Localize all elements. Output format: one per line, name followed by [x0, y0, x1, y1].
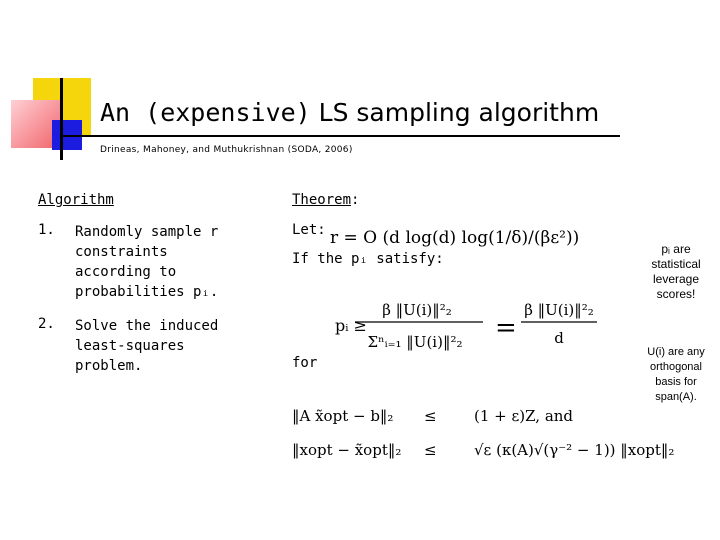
slide-title: An (expensive) LS sampling algorithm	[100, 98, 600, 127]
svg-text:Σⁿᵢ₌₁ ‖U(i)‖²₂: Σⁿᵢ₌₁ ‖U(i)‖²₂	[367, 333, 463, 351]
error-bounds	[292, 403, 675, 465]
theorem-heading: Theorem:	[292, 192, 360, 208]
list-item	[38, 222, 228, 302]
svg-text:√ε (κ(A)√(γ⁻² − 1)) ‖xopt‖₂: √ε (κ(A)√(γ⁻² − 1)) ‖xopt‖₂	[474, 441, 675, 459]
leverage-note: pᵢ are statistical leverage scores!	[651, 242, 701, 301]
svg-text:(1 + ε)Z, and: (1 + ε)Z, and	[474, 407, 574, 425]
svg-text:r = O (d log(d) log(1/δ)/(βε²): r = O (d log(d) log(1/δ)/(βε²))	[330, 228, 580, 248]
svg-text:d: d	[554, 329, 564, 347]
step-number: 1.	[38, 222, 55, 238]
step-text: Randomly sample r constraints according to probabilities pᵢ.	[75, 224, 219, 300]
algorithm-steps	[38, 222, 228, 390]
svg-text:‖A x̃opt − b‖₂: ‖A x̃opt − b‖₂	[292, 407, 394, 425]
basis-note: U(i) are any orthogonal basis for span(A).	[647, 346, 705, 403]
svg-text:pᵢ ≥: pᵢ ≥	[335, 316, 367, 335]
svg-text:‖xopt − x̃opt‖₂: ‖xopt − x̃opt‖₂	[292, 441, 402, 459]
svg-text:β ‖U(i)‖²₂: β ‖U(i)‖²₂	[524, 301, 594, 319]
step-number: 2.	[38, 316, 55, 332]
algorithm-heading: Algorithm	[38, 192, 114, 208]
svg-text:≤: ≤	[424, 441, 437, 459]
citation: Drineas, Mahoney, and Muthukrishnan (SODA, 2006)	[100, 145, 353, 155]
list-item	[38, 316, 228, 376]
svg-text:=: =	[495, 313, 517, 343]
if-label: If the pᵢ satisfy:	[292, 251, 444, 267]
probability-formula	[335, 285, 605, 365]
svg-text:≤: ≤	[424, 407, 437, 425]
title-rule	[60, 135, 620, 137]
svg-text:β ‖U(i)‖²₂: β ‖U(i)‖²₂	[382, 301, 452, 319]
step-text: Solve the induced least-squares problem.	[75, 318, 219, 374]
decor-vertical-bar	[60, 78, 63, 160]
r-formula	[330, 224, 600, 250]
let-label: Let:	[292, 222, 326, 238]
for-label: for	[292, 355, 318, 371]
